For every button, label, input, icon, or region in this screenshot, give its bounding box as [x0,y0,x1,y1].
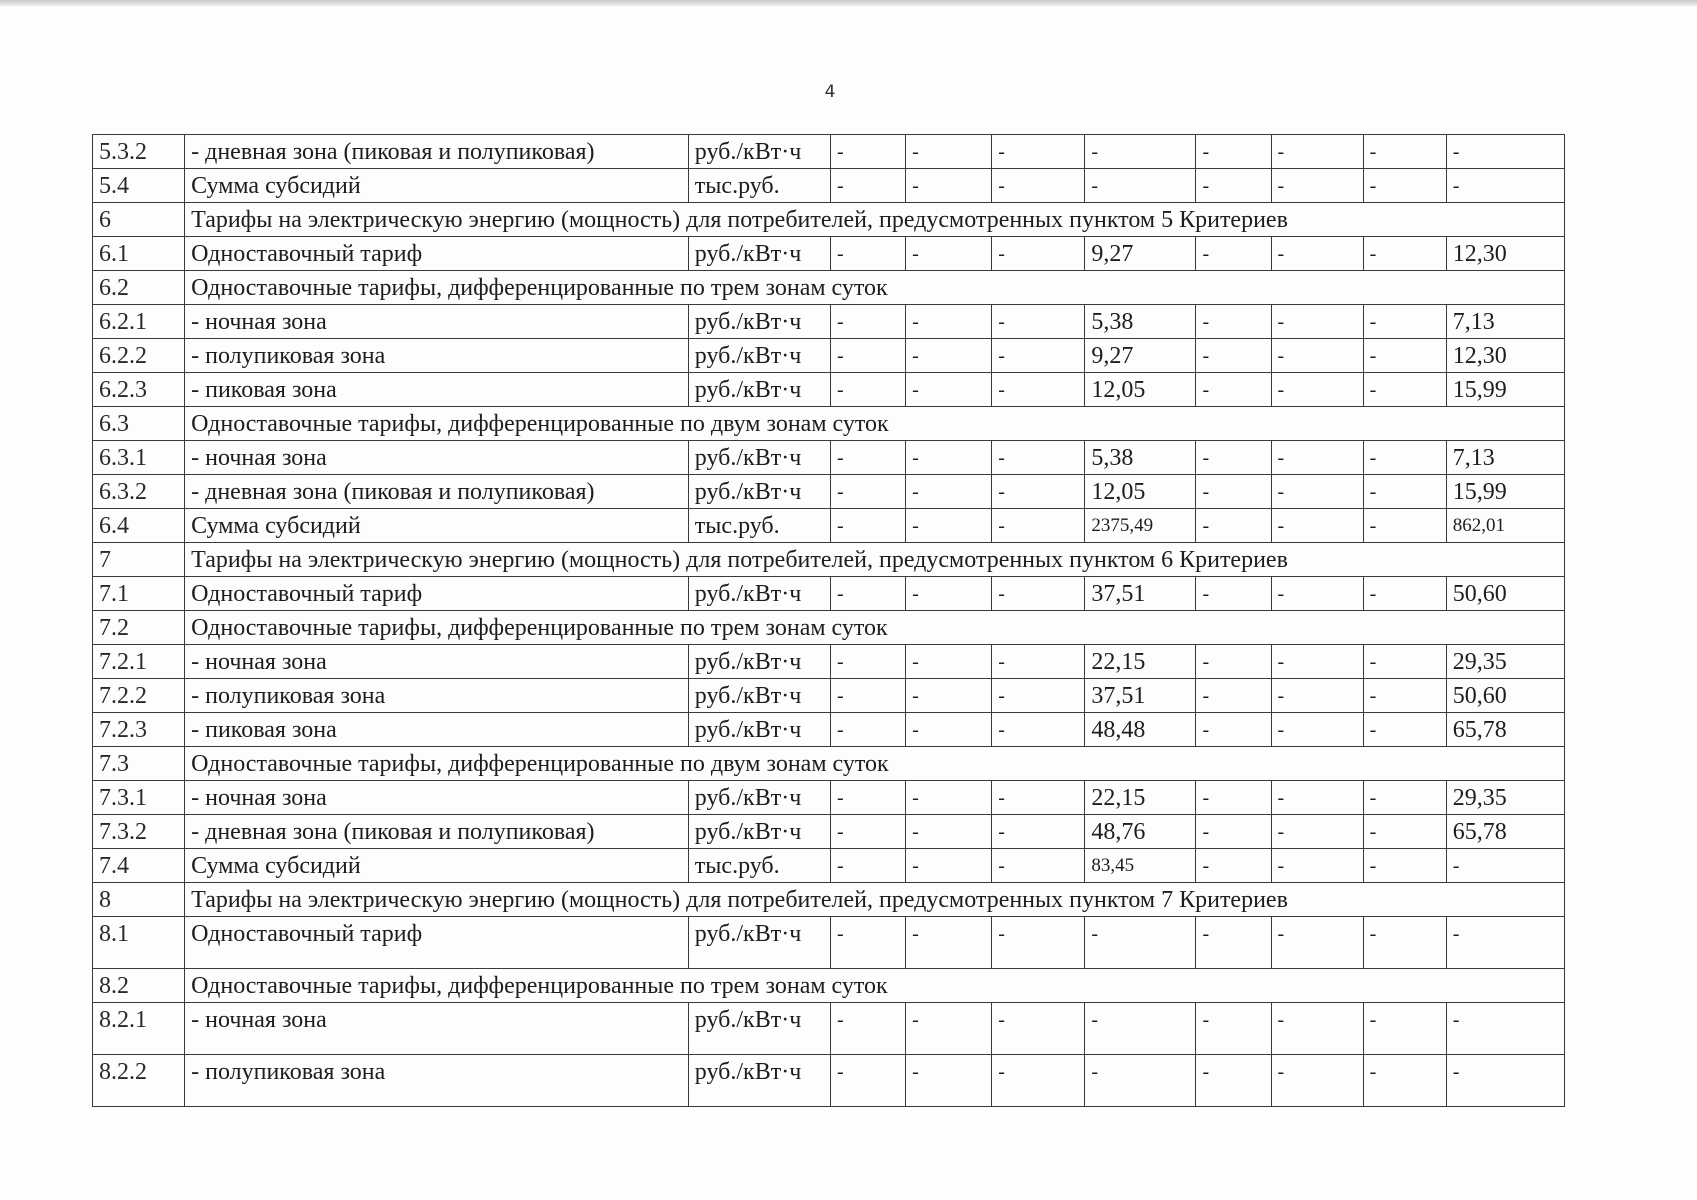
value-cell: - [1363,849,1446,883]
value-cell: - [1363,237,1446,271]
value-cell: - [906,237,992,271]
scan-edge [0,0,1697,6]
value-cell: - [1271,917,1363,969]
row-code: 5.4 [93,169,185,203]
value-cell: - [1363,917,1446,969]
value-cell: 12,30 [1446,339,1564,373]
table-row [93,509,1565,543]
table-row [93,815,1565,849]
value-cell: - [1271,441,1363,475]
value-cell: - [1446,917,1564,969]
row-name: - ночная зона [185,1003,689,1055]
row-name: Одноставочный тариф [185,917,689,969]
value-cell: - [906,339,992,373]
value-cell: - [1271,169,1363,203]
value-cell: - [906,815,992,849]
value-cell: - [1196,1055,1271,1107]
table-row [93,373,1565,407]
value-cell: - [1196,781,1271,815]
value-cell: - [830,135,905,169]
value-cell: - [1363,645,1446,679]
value-cell: - [1196,645,1271,679]
value-cell: 48,76 [1085,815,1196,849]
value-cell: - [906,781,992,815]
value-cell: - [1085,917,1196,969]
value-cell: - [906,305,992,339]
value-cell: - [906,169,992,203]
section-row [93,747,1565,781]
row-unit: руб./кВт·ч [688,135,830,169]
value-cell: - [1196,917,1271,969]
table-row [93,135,1565,169]
section-title: Тарифы на электрическую энергию (мощность) для потребителей, предусмотренных пунктом 7 Критериев [185,883,1565,917]
row-unit: руб./кВт·ч [688,339,830,373]
value-cell: - [1196,849,1271,883]
row-code: 6.3.1 [93,441,185,475]
row-code: 7.2.2 [93,679,185,713]
value-cell: - [830,475,905,509]
value-cell: - [830,781,905,815]
section-row [93,543,1565,577]
value-cell: - [992,169,1085,203]
value-cell: - [992,815,1085,849]
row-name: - полупиковая зона [185,339,689,373]
value-cell: - [992,373,1085,407]
value-cell: - [830,815,905,849]
row-name: - ночная зона [185,781,689,815]
row-code: 6.4 [93,509,185,543]
value-cell: - [1363,815,1446,849]
row-name: Одноставочный тариф [185,577,689,611]
value-cell: - [830,441,905,475]
row-unit: руб./кВт·ч [688,475,830,509]
table-row [93,441,1565,475]
value-cell: - [992,713,1085,747]
table-row [93,1055,1565,1107]
value-cell: - [830,237,905,271]
row-code: 8.1 [93,917,185,969]
row-code: 6.2.3 [93,373,185,407]
table-row [93,305,1565,339]
value-cell: - [906,917,992,969]
value-cell: 5,38 [1085,441,1196,475]
value-cell: - [1446,135,1564,169]
value-cell: 22,15 [1085,645,1196,679]
value-cell: - [830,339,905,373]
value-cell: - [906,441,992,475]
row-code: 6.2.1 [93,305,185,339]
row-unit: руб./кВт·ч [688,441,830,475]
value-cell: - [1271,849,1363,883]
value-cell: - [992,135,1085,169]
value-cell: - [830,1003,905,1055]
value-cell: - [1271,237,1363,271]
value-cell: - [1271,679,1363,713]
value-cell: - [830,917,905,969]
row-code: 6 [93,203,185,237]
value-cell: - [1196,135,1271,169]
value-cell: 862,01 [1446,509,1564,543]
value-cell: - [992,475,1085,509]
value-cell: - [830,305,905,339]
row-code: 8.2 [93,969,185,1003]
row-unit: руб./кВт·ч [688,815,830,849]
table-row [93,917,1565,969]
row-code: 7.1 [93,577,185,611]
row-name: - пиковая зона [185,373,689,407]
tariff-table-body [93,135,1565,1107]
table-row [93,339,1565,373]
value-cell: - [1363,1003,1446,1055]
section-title: Одноставочные тарифы, дифференцированные по трем зонам суток [185,611,1565,645]
section-row [93,407,1565,441]
row-name: Сумма субсидий [185,509,689,543]
value-cell: - [1196,373,1271,407]
value-cell: - [1446,169,1564,203]
value-cell: - [1363,169,1446,203]
value-cell: - [1196,679,1271,713]
value-cell: - [906,509,992,543]
value-cell: - [830,849,905,883]
row-code: 7.2.1 [93,645,185,679]
row-code: 6.3.2 [93,475,185,509]
value-cell: 15,99 [1446,373,1564,407]
value-cell: - [992,339,1085,373]
value-cell: 7,13 [1446,441,1564,475]
value-cell: - [1196,713,1271,747]
row-unit: руб./кВт·ч [688,237,830,271]
value-cell: - [1271,1055,1363,1107]
row-name: - ночная зона [185,305,689,339]
value-cell: - [1196,509,1271,543]
value-cell: - [906,1003,992,1055]
value-cell: 9,27 [1085,237,1196,271]
value-cell: - [906,645,992,679]
value-cell: - [1085,1055,1196,1107]
value-cell: - [1271,373,1363,407]
value-cell: - [906,577,992,611]
row-unit: руб./кВт·ч [688,645,830,679]
table-row [93,237,1565,271]
row-code: 7.3.1 [93,781,185,815]
row-unit: руб./кВт·ч [688,1003,830,1055]
section-title: Тарифы на электрическую энергию (мощность) для потребителей, предусмотренных пунктом 6 Критериев [185,543,1565,577]
value-cell: - [1363,1055,1446,1107]
row-code: 7 [93,543,185,577]
value-cell: - [992,441,1085,475]
row-code: 8.2.1 [93,1003,185,1055]
row-unit: руб./кВт·ч [688,305,830,339]
value-cell: - [1271,509,1363,543]
row-name: Сумма субсидий [185,849,689,883]
value-cell: 37,51 [1085,679,1196,713]
value-cell: 83,45 [1085,849,1196,883]
value-cell: - [1271,577,1363,611]
value-cell: 37,51 [1085,577,1196,611]
value-cell: - [830,713,905,747]
table-row [93,781,1565,815]
value-cell: - [992,781,1085,815]
value-cell: - [992,237,1085,271]
value-cell: - [1363,475,1446,509]
value-cell: - [1363,781,1446,815]
value-cell: 5,38 [1085,305,1196,339]
value-cell: - [1271,135,1363,169]
table-row [93,713,1565,747]
row-name: - ночная зона [185,645,689,679]
row-unit: тыс.руб. [688,849,830,883]
section-title: Одноставочные тарифы, дифференцированные по двум зонам суток [185,747,1565,781]
row-unit: руб./кВт·ч [688,781,830,815]
value-cell: - [992,305,1085,339]
row-name: - полупиковая зона [185,679,689,713]
section-row [93,611,1565,645]
value-cell: 29,35 [1446,645,1564,679]
value-cell: - [1446,1055,1564,1107]
value-cell: - [830,169,905,203]
value-cell: - [1085,1003,1196,1055]
row-name: - дневная зона (пиковая и полупиковая) [185,815,689,849]
value-cell: - [1196,339,1271,373]
value-cell: - [992,645,1085,679]
value-cell: - [1363,441,1446,475]
table-row [93,679,1565,713]
value-cell: - [1363,305,1446,339]
value-cell: 9,27 [1085,339,1196,373]
value-cell: 29,35 [1446,781,1564,815]
row-code: 7.2.3 [93,713,185,747]
row-code: 7.3.2 [93,815,185,849]
value-cell: - [1446,1003,1564,1055]
row-name: - дневная зона (пиковая и полупиковая) [185,475,689,509]
row-code: 8 [93,883,185,917]
section-row [93,203,1565,237]
table-row [93,849,1565,883]
section-row [93,969,1565,1003]
value-cell: - [1196,815,1271,849]
section-row [93,271,1565,305]
section-title: Тарифы на электрическую энергию (мощность) для потребителей, предусмотренных пунктом 5 Критериев [185,203,1565,237]
section-title: Одноставочные тарифы, дифференцированные по трем зонам суток [185,969,1565,1003]
value-cell: - [1196,169,1271,203]
value-cell: - [992,917,1085,969]
row-code: 6.2.2 [93,339,185,373]
tariff-table [92,134,1565,1107]
value-cell: - [1085,169,1196,203]
row-code: 6.3 [93,407,185,441]
row-unit: тыс.руб. [688,509,830,543]
value-cell: - [1271,781,1363,815]
table-row [93,577,1565,611]
value-cell: - [1363,509,1446,543]
value-cell: - [1446,849,1564,883]
value-cell: - [1271,305,1363,339]
row-name: Сумма субсидий [185,169,689,203]
row-code: 7.2 [93,611,185,645]
value-cell: - [1363,713,1446,747]
table-row [93,1003,1565,1055]
row-unit: руб./кВт·ч [688,373,830,407]
row-code: 6.2 [93,271,185,305]
value-cell: - [906,849,992,883]
value-cell: - [906,135,992,169]
value-cell: 7,13 [1446,305,1564,339]
value-cell: - [1085,135,1196,169]
value-cell: - [1271,645,1363,679]
value-cell: - [1271,339,1363,373]
value-cell: - [1271,475,1363,509]
row-unit: руб./кВт·ч [688,917,830,969]
row-code: 6.1 [93,237,185,271]
row-unit: руб./кВт·ч [688,577,830,611]
row-name: - полупиковая зона [185,1055,689,1107]
value-cell: - [1271,713,1363,747]
row-name: - дневная зона (пиковая и полупиковая) [185,135,689,169]
value-cell: - [992,849,1085,883]
table-row [93,475,1565,509]
section-row [93,883,1565,917]
value-cell: - [1271,815,1363,849]
value-cell: - [1363,135,1446,169]
row-code: 5.3.2 [93,135,185,169]
page-number: 4 [824,82,836,102]
value-cell: - [830,373,905,407]
row-code: 7.4 [93,849,185,883]
value-cell: - [1363,577,1446,611]
value-cell: - [992,1003,1085,1055]
value-cell: - [1363,373,1446,407]
value-cell: - [1196,577,1271,611]
value-cell: 12,05 [1085,475,1196,509]
value-cell: - [906,713,992,747]
value-cell: - [830,679,905,713]
value-cell: - [1196,1003,1271,1055]
value-cell: 22,15 [1085,781,1196,815]
value-cell: - [992,577,1085,611]
value-cell: - [1271,1003,1363,1055]
row-name: Одноставочный тариф [185,237,689,271]
value-cell: - [1196,475,1271,509]
value-cell: - [1363,339,1446,373]
value-cell: - [1363,679,1446,713]
value-cell: - [906,1055,992,1107]
value-cell: - [1196,305,1271,339]
row-code: 7.3 [93,747,185,781]
value-cell: 12,30 [1446,237,1564,271]
value-cell: 48,48 [1085,713,1196,747]
value-cell: - [906,679,992,713]
value-cell: 2375,49 [1085,509,1196,543]
value-cell: - [992,1055,1085,1107]
value-cell: 15,99 [1446,475,1564,509]
row-unit: руб./кВт·ч [688,679,830,713]
row-unit: руб./кВт·ч [688,713,830,747]
row-name: - пиковая зона [185,713,689,747]
value-cell: 50,60 [1446,577,1564,611]
value-cell: - [992,509,1085,543]
table-row [93,645,1565,679]
section-title: Одноставочные тарифы, дифференцированные по трем зонам суток [185,271,1565,305]
row-code: 8.2.2 [93,1055,185,1107]
section-title: Одноставочные тарифы, дифференцированные по двум зонам суток [185,407,1565,441]
value-cell: 65,78 [1446,815,1564,849]
value-cell: - [906,475,992,509]
value-cell: - [1196,237,1271,271]
value-cell: - [830,1055,905,1107]
value-cell: - [906,373,992,407]
value-cell: - [830,577,905,611]
value-cell: - [830,645,905,679]
value-cell: - [1196,441,1271,475]
value-cell: - [992,679,1085,713]
table-row [93,169,1565,203]
row-unit: руб./кВт·ч [688,1055,830,1107]
row-unit: тыс.руб. [688,169,830,203]
value-cell: - [830,509,905,543]
value-cell: 12,05 [1085,373,1196,407]
value-cell: 50,60 [1446,679,1564,713]
value-cell: 65,78 [1446,713,1564,747]
row-name: - ночная зона [185,441,689,475]
